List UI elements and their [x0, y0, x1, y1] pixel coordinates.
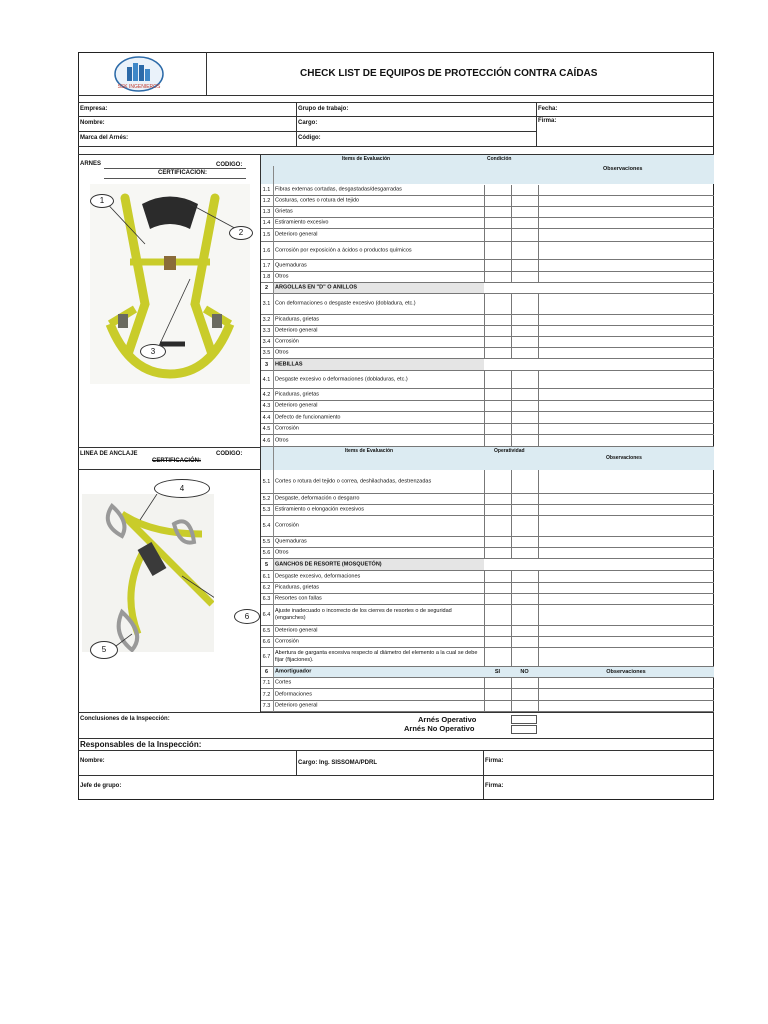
observaciones-cell[interactable]	[538, 470, 715, 493]
row-description: Defecto de funcionamiento	[275, 414, 341, 420]
callout-5: 5	[90, 641, 118, 659]
nombre-label: Nombre:	[80, 120, 105, 126]
row-description: Deterioro general	[275, 627, 318, 634]
row-description: ARGOLLAS EN "D" O ANILLOS	[275, 284, 358, 291]
row-description: Corrosión por exposición a ácidos o productos químicos	[275, 247, 412, 253]
row-description: Desgaste excesivo o deformaciones (dobladuras, etc.)	[275, 376, 408, 382]
row-number: 4.6	[262, 437, 271, 444]
row-description: Grietas	[275, 208, 293, 215]
row-number: 1.6	[262, 247, 271, 254]
linea-label: LINEA DE ANCLAJE	[80, 451, 138, 457]
si-checkbox-cell[interactable]	[484, 435, 512, 446]
row-number: 7.3	[262, 703, 271, 709]
table-row	[260, 272, 714, 283]
row-description: Ajuste inadecuado o incorrecto de los cierres de resortes o de seguridad (enganches)	[275, 608, 452, 621]
logo	[113, 55, 165, 95]
no-checkbox-cell[interactable]	[511, 185, 539, 195]
si-checkbox-cell[interactable]	[484, 505, 512, 515]
si-checkbox-cell[interactable]	[484, 337, 512, 347]
observaciones-cell[interactable]	[538, 229, 715, 241]
row-number: 3.5	[262, 350, 271, 356]
harness-image	[90, 184, 250, 384]
row-description: Estiramiento excesivo	[275, 219, 329, 226]
row-number: 6.3	[262, 596, 271, 602]
jefe-firma-label: Firma:	[485, 783, 504, 789]
observaciones-cell[interactable]	[538, 689, 715, 700]
table-row	[260, 315, 714, 326]
row-description: Resortes con fallas	[275, 595, 322, 602]
row-description: Deterioro general	[275, 702, 318, 709]
si-checkbox-cell[interactable]	[484, 637, 512, 647]
row-number: 5.3	[262, 507, 271, 513]
row-number: 6.5	[262, 628, 271, 634]
observaciones-cell[interactable]	[538, 505, 715, 515]
row-number: 6.4	[262, 612, 271, 618]
no-checkbox-cell[interactable]	[511, 337, 539, 347]
observaciones-header-3: Observaciones	[606, 669, 646, 675]
section-row	[260, 559, 714, 571]
no-checkbox-cell[interactable]	[511, 207, 539, 217]
row-description: Quemaduras	[275, 262, 307, 268]
no-checkbox-cell[interactable]	[511, 229, 539, 241]
observaciones-cell[interactable]	[538, 185, 715, 195]
si-checkbox-cell[interactable]	[484, 626, 512, 636]
row-description: Abertura de garganta excesiva respecto al diámetro del elemento a la cual se debe fijar (fijaciones).	[275, 650, 478, 663]
section-row	[260, 283, 714, 294]
row-description: GANCHOS DE RESORTE (MOSQUETÓN)	[275, 561, 382, 567]
row-description: Quemaduras	[275, 538, 307, 545]
table-row	[260, 678, 714, 689]
si-checkbox-cell[interactable]	[484, 229, 512, 241]
table-row	[260, 571, 714, 583]
conclusion-label: Conclusiones de la Inspección:	[80, 716, 170, 722]
table-row	[260, 516, 714, 537]
row-description: Picaduras, grietas	[275, 316, 320, 323]
row-number: 5.6	[262, 550, 271, 556]
row-number: 6.1	[262, 573, 271, 580]
observaciones-cell[interactable]	[538, 548, 715, 558]
row-number: 4.4	[262, 414, 271, 421]
arnes-operativo-label: Arnés Operativo	[418, 715, 477, 724]
document-title: CHECK LIST DE EQUIPOS DE PROTECCIÓN CONTRA CAÍDAS	[300, 68, 598, 79]
observaciones-cell[interactable]	[538, 571, 715, 582]
table-row	[260, 401, 714, 412]
no-checkbox-cell[interactable]	[511, 424, 539, 434]
row-number: 1.3	[262, 209, 271, 215]
row-number: 5	[264, 561, 269, 568]
observaciones-cell[interactable]	[538, 337, 715, 347]
codigo-label: Código:	[298, 135, 321, 141]
si-checkbox-cell[interactable]	[484, 185, 512, 195]
row-number: 5.2	[262, 496, 271, 502]
table-row	[260, 260, 714, 272]
observaciones-cell[interactable]	[538, 701, 715, 711]
table-row	[260, 424, 714, 435]
observaciones-cell[interactable]	[538, 272, 715, 282]
observaciones-cell[interactable]	[538, 537, 715, 547]
row-number: 6	[264, 669, 269, 675]
observaciones-cell[interactable]	[538, 401, 715, 411]
no-checkbox-cell[interactable]	[511, 315, 539, 325]
responsable-cargo-label: Cargo: Ing. SISSOMA/PDRL	[298, 760, 378, 766]
observaciones-cell[interactable]	[538, 626, 715, 636]
row-number: 4.5	[262, 426, 271, 432]
observaciones-cell[interactable]	[538, 326, 715, 336]
row-number: 1.8	[262, 274, 271, 280]
table-row	[260, 583, 714, 594]
no-checkbox-cell[interactable]	[511, 626, 539, 636]
row-number: 3.4	[262, 339, 271, 345]
no-checkbox-cell[interactable]	[511, 435, 539, 446]
observaciones-cell[interactable]	[538, 242, 715, 259]
si-checkbox-cell[interactable]	[484, 548, 512, 558]
table-row	[260, 470, 714, 494]
grupo-label: Grupo de trabajo:	[298, 106, 349, 112]
table-row	[260, 537, 714, 548]
no-checkbox-cell[interactable]	[511, 689, 539, 700]
table-row	[260, 337, 714, 348]
observaciones-header-1: Observaciones	[603, 166, 643, 172]
si-checkbox-cell[interactable]	[484, 648, 512, 666]
si-checkbox-cell[interactable]	[484, 294, 512, 314]
callout-1: 1	[90, 194, 114, 208]
no-checkbox-cell[interactable]	[511, 505, 539, 515]
operativo-checkbox[interactable]	[511, 715, 537, 724]
row-number: 1.5	[262, 232, 271, 238]
row-number: 6.6	[262, 639, 271, 645]
si-checkbox-cell[interactable]	[484, 401, 512, 411]
row-number: 3	[264, 361, 269, 368]
no-checkbox-cell[interactable]	[511, 571, 539, 582]
observaciones-cell[interactable]	[538, 315, 715, 325]
si-checkbox-cell[interactable]	[484, 389, 512, 400]
table-row	[260, 594, 714, 605]
no-checkbox-cell[interactable]	[511, 537, 539, 547]
row-number: 5.1	[262, 478, 271, 485]
table-row	[260, 229, 714, 242]
no-header: NO	[520, 669, 529, 675]
no-checkbox-cell[interactable]	[511, 272, 539, 282]
lanyard-image	[82, 494, 214, 652]
row-number: 5.4	[262, 523, 271, 529]
si-checkbox-cell[interactable]	[484, 583, 512, 593]
no-checkbox-cell[interactable]	[511, 648, 539, 666]
no-checkbox-cell[interactable]	[511, 701, 539, 711]
table-row	[260, 196, 714, 207]
table-row	[260, 207, 714, 218]
arnes-label: ARNES	[80, 161, 102, 167]
no-checkbox-cell[interactable]	[511, 412, 539, 423]
no-checkbox-cell[interactable]	[511, 470, 539, 493]
si-checkbox-cell[interactable]	[484, 605, 512, 625]
no-checkbox-cell[interactable]	[511, 583, 539, 593]
si-checkbox-cell[interactable]	[484, 207, 512, 217]
observaciones-cell[interactable]	[538, 207, 715, 217]
row-description: Deformaciones	[275, 691, 312, 697]
table-row	[260, 505, 714, 516]
si-checkbox-cell[interactable]	[484, 218, 512, 228]
observaciones-cell[interactable]	[538, 583, 715, 593]
row-description: Corrosión	[275, 638, 299, 645]
observaciones-cell[interactable]	[538, 494, 715, 504]
row-number: 1.4	[262, 220, 271, 226]
row-description: Desgaste excesivo, deformaciones	[275, 573, 361, 579]
items-eval-header-2: Items de Evaluación	[345, 448, 394, 454]
row-number: 6.7	[262, 654, 271, 660]
no-checkbox-cell[interactable]	[511, 242, 539, 259]
row-description: Otros	[275, 437, 289, 443]
observaciones-cell[interactable]	[538, 294, 715, 314]
row-description: Cortes	[275, 679, 292, 686]
no-checkbox-cell[interactable]	[511, 326, 539, 336]
si-checkbox-cell[interactable]	[484, 326, 512, 336]
table-row	[260, 701, 714, 712]
arnes-certificacion-label: CERTIFICACION:	[158, 170, 207, 176]
table-header-2	[260, 447, 714, 470]
no-checkbox-cell[interactable]	[511, 371, 539, 388]
observaciones-cell[interactable]	[538, 678, 715, 688]
callout-6: 6	[234, 609, 260, 624]
row-number: 2	[264, 285, 269, 291]
si-checkbox-cell[interactable]	[484, 424, 512, 434]
table-row	[260, 548, 714, 559]
row-description: Corrosión	[275, 522, 299, 529]
no-checkbox-cell[interactable]	[511, 260, 539, 271]
table-row	[260, 689, 714, 701]
row-description: Picaduras, grietas	[275, 391, 320, 397]
si-checkbox-cell[interactable]	[484, 571, 512, 582]
si-checkbox-cell[interactable]	[484, 348, 512, 358]
operatividad-header: Operatividad	[494, 448, 525, 454]
row-description: Estiramiento o elongación excesivos	[275, 506, 364, 513]
observaciones-cell[interactable]	[538, 218, 715, 228]
observaciones-cell[interactable]	[538, 435, 715, 446]
row-number: 3.2	[262, 317, 271, 323]
row-description: Otros	[275, 273, 289, 280]
si-checkbox-cell[interactable]	[484, 594, 512, 604]
row-description: Otros	[275, 349, 289, 356]
observaciones-cell[interactable]	[538, 412, 715, 423]
no-checkbox-cell[interactable]	[511, 389, 539, 400]
table-row	[260, 389, 714, 401]
table-row	[260, 637, 714, 648]
row-number: 4.2	[262, 391, 271, 398]
no-checkbox-cell[interactable]	[511, 218, 539, 228]
arnes-no-operativo-label: Arnés No Operativo	[404, 724, 475, 733]
si-checkbox-cell[interactable]	[484, 196, 512, 206]
empresa-label: Empresa:	[80, 106, 108, 112]
no-checkbox-cell[interactable]	[511, 294, 539, 314]
row-description: Picaduras, grietas	[275, 584, 320, 591]
row-description: HEBILLAS	[275, 361, 303, 367]
table-row	[260, 218, 714, 229]
no-checkbox-cell[interactable]	[511, 516, 539, 536]
responsable-firma-label: Firma:	[485, 758, 504, 764]
si-checkbox-cell[interactable]	[484, 516, 512, 536]
row-number: 5.5	[262, 539, 271, 545]
observaciones-cell[interactable]	[538, 371, 715, 388]
row-number: 1.1	[262, 187, 271, 193]
table-row	[260, 435, 714, 447]
observaciones-cell[interactable]	[538, 260, 715, 271]
row-description: Deterioro general	[275, 231, 318, 238]
section-row	[260, 359, 714, 371]
row-description: Con deformaciones o desgaste excesivo (dobladura, etc.)	[275, 300, 416, 307]
callout-3: 3	[140, 344, 166, 359]
si-checkbox-cell[interactable]	[484, 412, 512, 423]
table-row	[260, 494, 714, 505]
observaciones-cell[interactable]	[538, 348, 715, 358]
si-checkbox-cell[interactable]	[484, 494, 512, 504]
row-description: Corrosión	[275, 338, 299, 345]
fecha-label: Fecha:	[538, 106, 558, 112]
si-checkbox-cell[interactable]	[484, 689, 512, 700]
row-number: 3.3	[262, 328, 271, 334]
row-number: 6.2	[262, 585, 271, 591]
row-number: 1.7	[262, 262, 271, 269]
row-description: Cortes o rotura del tejido o correa, deshilachadas, destrenzadas	[275, 478, 432, 484]
row-description: Deterioro general	[275, 402, 318, 409]
callout-2: 2	[229, 226, 253, 240]
observaciones-cell[interactable]	[538, 637, 715, 647]
table-row	[260, 412, 714, 424]
linea-codigo-label: CODIGO:	[216, 451, 243, 457]
firma-label: Firma:	[538, 118, 557, 124]
no-checkbox-cell[interactable]	[511, 548, 539, 558]
row-number: 1.2	[262, 198, 271, 204]
observaciones-cell[interactable]	[538, 516, 715, 536]
si-checkbox-cell[interactable]	[484, 260, 512, 271]
no-operativo-checkbox[interactable]	[511, 725, 537, 734]
row-number: 7.1	[262, 680, 271, 686]
table-row	[260, 626, 714, 637]
row-number: 4.3	[262, 403, 271, 409]
table-row	[260, 294, 714, 315]
no-checkbox-cell[interactable]	[511, 494, 539, 504]
row-description: Otros	[275, 549, 289, 556]
si-header: SI	[494, 669, 501, 675]
table-row	[260, 185, 714, 196]
row-description: Deterioro general	[275, 327, 318, 334]
jefe-grupo-label: Jefe de grupo:	[80, 783, 122, 789]
observaciones-cell[interactable]	[538, 389, 715, 400]
observaciones-cell[interactable]	[538, 648, 715, 666]
no-checkbox-cell[interactable]	[511, 678, 539, 688]
observaciones-cell[interactable]	[538, 424, 715, 434]
arnes-codigo-label: CODIGO:	[216, 162, 243, 168]
no-checkbox-cell[interactable]	[511, 196, 539, 206]
row-number: 3.1	[262, 301, 271, 307]
row-description: Desgaste, deformación o desgarro	[275, 495, 360, 502]
si-checkbox-cell[interactable]	[484, 315, 512, 325]
section-row	[260, 667, 714, 678]
si-checkbox-cell[interactable]	[484, 272, 512, 282]
si-checkbox-cell[interactable]	[484, 678, 512, 688]
observaciones-cell[interactable]	[538, 594, 715, 604]
table-row	[260, 371, 714, 389]
row-number: 4.1	[262, 376, 271, 383]
no-checkbox-cell[interactable]	[511, 637, 539, 647]
no-checkbox-cell[interactable]	[511, 401, 539, 411]
logo-text: SSK INGENIEROS	[117, 84, 161, 90]
si-checkbox-cell[interactable]	[484, 470, 512, 493]
table-row	[260, 648, 714, 667]
observaciones-header-2: Observaciones	[606, 455, 642, 461]
no-checkbox-cell[interactable]	[511, 348, 539, 358]
observaciones-cell[interactable]	[538, 196, 715, 206]
marca-label: Marca del Arnés:	[80, 135, 129, 141]
observaciones-cell[interactable]	[538, 605, 715, 625]
responsables-title: Responsables de la Inspección:	[80, 740, 202, 749]
si-checkbox-cell[interactable]	[484, 242, 512, 259]
no-checkbox-cell[interactable]	[511, 594, 539, 604]
row-description: Amortiguador	[275, 668, 312, 675]
no-checkbox-cell[interactable]	[511, 605, 539, 625]
condicion-header: Condición	[487, 156, 512, 162]
callout-4: 4	[154, 479, 210, 498]
si-checkbox-cell[interactable]	[484, 537, 512, 547]
cargo-label: Cargo:	[298, 120, 318, 126]
row-description: Fibras externas cortadas, desgastadas/desgarradas	[275, 186, 402, 193]
row-number: 7.2	[262, 691, 271, 698]
table-row	[260, 326, 714, 337]
items-eval-header-1: Items de Evaluación	[342, 156, 391, 162]
row-description: Costuras, cortes o rotura del tejido	[275, 197, 360, 204]
table-row	[260, 605, 714, 626]
si-checkbox-cell[interactable]	[484, 701, 512, 711]
table-row	[260, 242, 714, 260]
si-checkbox-cell[interactable]	[484, 371, 512, 388]
table-row	[260, 348, 714, 359]
row-description: Corrosión	[275, 425, 299, 432]
linea-certificacion-label: CERTIFICACIÓN:	[152, 458, 201, 464]
responsable-nombre-label: Nombre:	[80, 758, 105, 764]
